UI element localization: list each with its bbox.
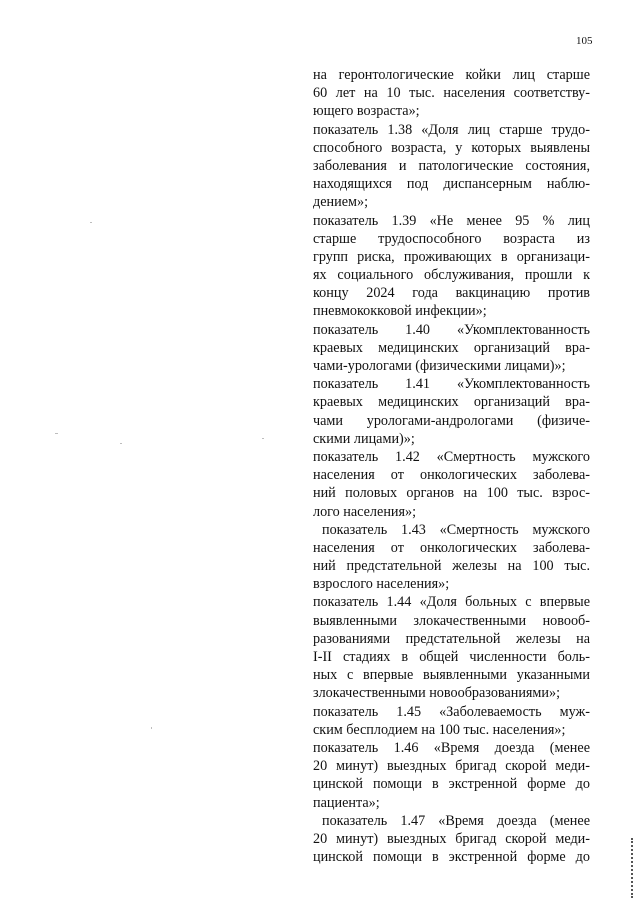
text-line: чами урологами-андрологами (физиче- — [313, 412, 590, 429]
text-line: цинской помощи в экстренной форме до — [313, 849, 590, 866]
text-line: ским бесплодием на 100 тыс. населения»; — [313, 721, 566, 738]
text-line: показатель 1.39 «Не менее 95 % лиц — [313, 212, 590, 229]
scan-edge-mark — [631, 838, 635, 898]
text-line: способного возраста, у которых выявлены — [313, 139, 590, 156]
text-line: взрослого населения»; — [313, 576, 450, 593]
text-line: дением»; — [313, 194, 369, 211]
scan-speck — [262, 438, 264, 439]
text-line: старше трудоспособного возраста из — [313, 230, 590, 247]
text-line: пневмококковой инфекции»; — [313, 303, 487, 320]
text-line: заболевания и патологические состояния, — [313, 157, 590, 174]
text-line: скими лицами)»; — [313, 430, 415, 447]
text-line: показатель 1.40 «Укомплектованность — [313, 321, 590, 338]
text-line: концу 2024 года вакцинацию против — [313, 285, 590, 302]
text-line: разованиями предстательной железы на — [313, 630, 590, 647]
text-line: 60 лет на 10 тыс. населения соответству- — [313, 85, 590, 102]
text-line: ющего возраста»; — [313, 103, 420, 120]
text-line: групп риска, проживающих в организаци- — [313, 248, 590, 265]
text-line: на геронтологические койки лиц старше — [313, 67, 590, 83]
scan-speck — [151, 727, 152, 729]
text-line: ных с впервые выявленными указанными — [313, 667, 590, 684]
text-line: населения от онкологических заболева- — [313, 539, 590, 556]
scan-speck — [120, 443, 122, 444]
text-line: показатель 1.38 «Доля лиц старше трудо- — [313, 121, 590, 138]
text-line: злокачественными новообразованиями»; — [313, 685, 561, 702]
text-line: 20 минут) выездных бригад скорой меди- — [313, 830, 590, 847]
text-line: пациента»; — [313, 794, 380, 811]
text-line: показатель 1.41 «Укомплектованность — [313, 376, 590, 393]
text-line: краевых медицинских организаций вра- — [313, 339, 590, 356]
text-line: показатель 1.44 «Доля больных с впервые — [313, 594, 590, 611]
page-number: 105 — [576, 35, 593, 47]
document-text-column — [313, 66, 590, 866]
text-line: показатель 1.47 «Время доезда (менее — [322, 812, 590, 829]
text-line: находящихся под диспансерным наблю- — [313, 176, 590, 193]
text-line: ний предстательной железы на 100 тыс. — [313, 558, 590, 575]
scan-speck — [90, 222, 92, 223]
text-line: ях социального обслуживания, прошли к — [313, 267, 590, 284]
text-line: лого населения»; — [313, 503, 417, 520]
text-line: показатель 1.45 «Заболеваемость муж- — [313, 703, 590, 720]
text-line: ний половых органов на 100 тыс. взрос- — [313, 485, 590, 502]
text-line: краевых медицинских организаций вра- — [313, 394, 590, 411]
text-line: населения от онкологических заболева- — [313, 467, 590, 484]
text-line: показатель 1.46 «Время доезда (менее — [313, 739, 590, 756]
scan-speck — [55, 433, 58, 434]
text-line: показатель 1.43 «Смертность мужского — [322, 521, 590, 538]
text-line: 20 минут) выездных бригад скорой меди- — [313, 758, 590, 775]
text-line: показатель 1.42 «Смертность мужского — [313, 448, 590, 465]
text-line: I-II стадиях в общей численности боль- — [313, 649, 590, 665]
text-line: цинской помощи в экстренной форме до — [313, 776, 590, 793]
text-line: выявленными злокачественными новооб- — [313, 612, 590, 629]
text-line: чами-урологами (физическими лицами)»; — [313, 358, 566, 374]
